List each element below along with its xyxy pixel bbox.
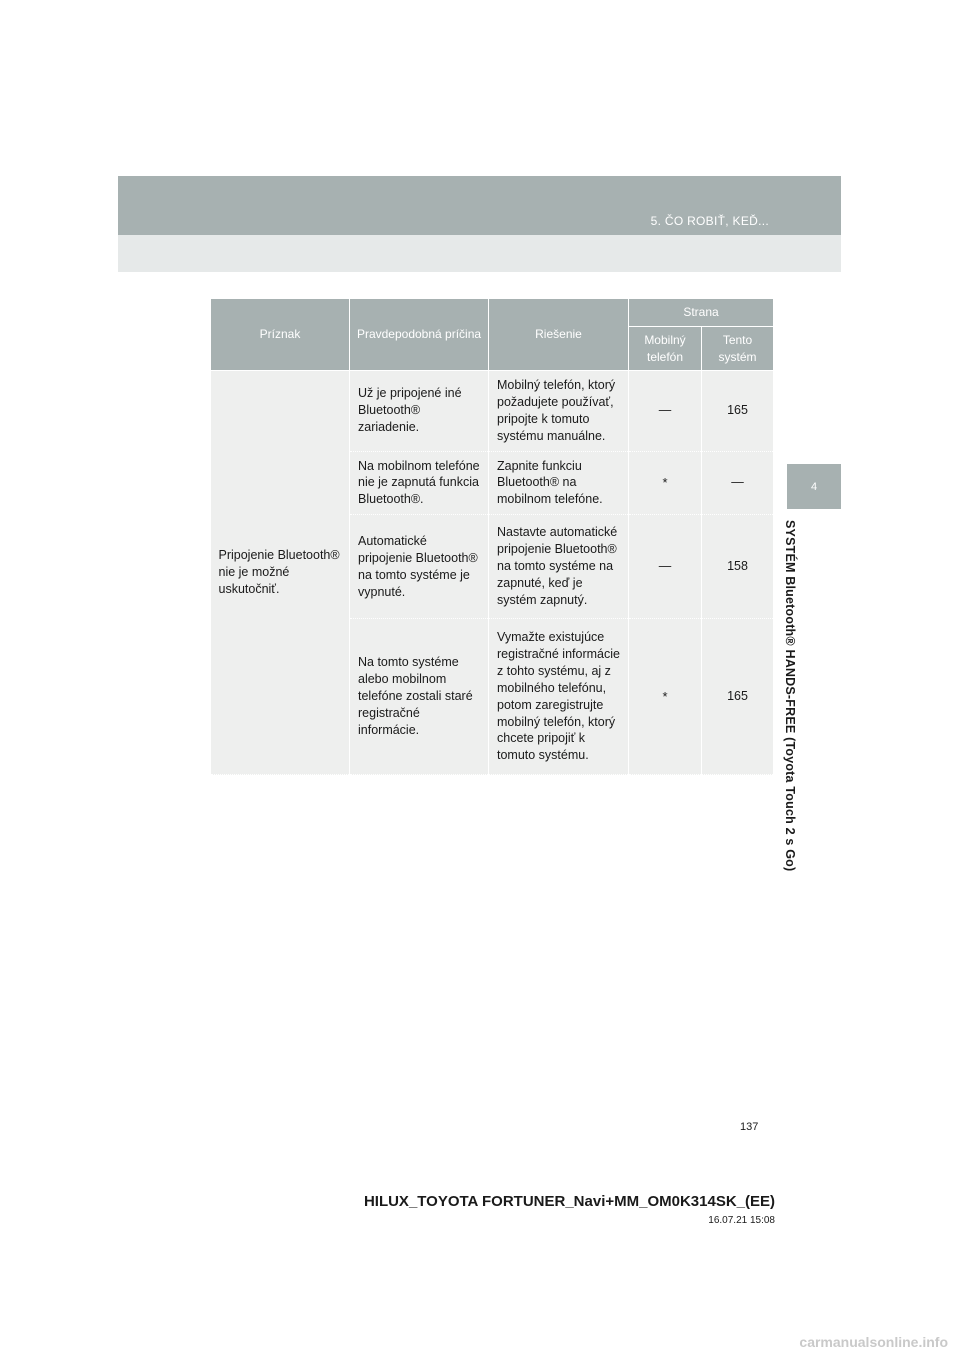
cause-cell: Na mobilnom telefóne nie je zapnutá funkcia Bluetooth®.: [350, 451, 489, 515]
header-solution: Riešenie: [489, 299, 629, 371]
table-row: [211, 371, 774, 452]
header-subband: [118, 235, 841, 272]
mobile-page-cell: *: [629, 451, 702, 515]
header-system: Tento systém: [702, 327, 774, 371]
document-code: HILUX_TOYOTA FORTUNER_Navi+MM_OM0K314SK_(EE): [363, 1193, 775, 1210]
header-cause: Pravdepodobná príčina: [350, 299, 489, 371]
chapter-title-text: SYSTÉM Bluetooth® HANDS-FREE (Toyota Touch 2 s Go): [783, 520, 797, 872]
page-number: 137: [740, 1121, 759, 1133]
chapter-side-title: [783, 520, 815, 880]
header-symptom: Príznak: [211, 299, 350, 371]
cause-cell: Automatické pripojenie Bluetooth® na tomto systéme je vypnuté.: [350, 515, 489, 619]
cause-cell: Už je pripojené iné Bluetooth® zariadenie.: [350, 371, 489, 452]
chapter-tab: 4: [787, 464, 841, 509]
cause-cell: Na tomto systéme alebo mobilnom telefóne zostali staré registračné informácie.: [350, 619, 489, 775]
troubleshooting-table: [210, 298, 774, 775]
system-page-cell: —: [702, 451, 774, 515]
symptom-cell: Pripojenie Bluetooth® nie je možné uskutočniť.: [211, 371, 350, 775]
system-page-cell: 165: [702, 371, 774, 452]
solution-cell: Vymažte existujúce registračné informácie z tohto systému, aj z mobilného telefónu, potom zaregistrujte mobilný telefón, ktorý chcete pripojiť k tomuto systému.: [489, 619, 629, 775]
solution-cell: Mobilný telefón, ktorý požadujete používať, pripojte k tomuto systému manuálne.: [489, 371, 629, 452]
mobile-page-cell: *: [629, 619, 702, 775]
header-mobile: Mobilný telefón: [629, 327, 702, 371]
document-date: 16.07.21 15:08: [708, 1215, 775, 1226]
watermark: carmanualsonline.info: [799, 1334, 948, 1350]
header-band: [118, 176, 841, 235]
solution-cell: Nastavte automatické pripojenie Bluetooth® na tomto systéme na zapnuté, keď je systém zapnutý.: [489, 515, 629, 619]
mobile-page-cell: —: [629, 371, 702, 452]
mobile-page-cell: —: [629, 515, 702, 619]
system-page-cell: 158: [702, 515, 774, 619]
system-page-cell: 165: [702, 619, 774, 775]
section-title: 5. ČO ROBIŤ, KEĎ...: [650, 214, 769, 228]
solution-cell: Zapnite funkciu Bluetooth® na mobilnom telefóne.: [489, 451, 629, 515]
header-page: Strana: [629, 299, 774, 327]
